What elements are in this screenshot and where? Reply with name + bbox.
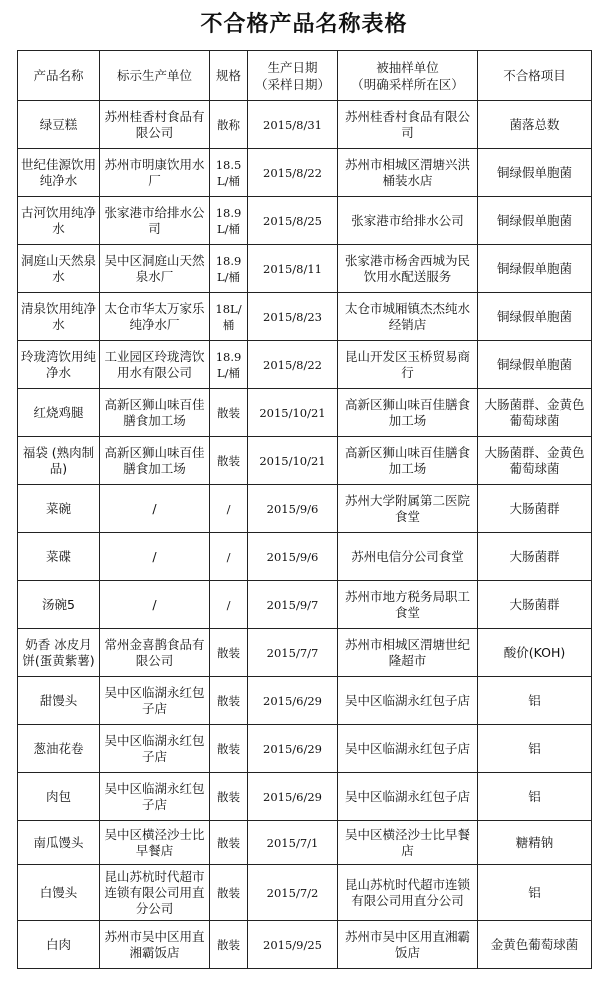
cell-nonconforming-item: 铝 [478, 677, 592, 725]
cell-producer: 吴中区临湖永红包子店 [100, 773, 210, 821]
header-spec: 规格 [210, 51, 248, 101]
cell-spec: 散装 [210, 821, 248, 865]
cell-nonconforming-item: 糖精钠 [478, 821, 592, 865]
cell-spec: 18.5 L/桶 [210, 149, 248, 197]
cell-product-name: 白肉 [18, 921, 100, 969]
cell-producer: 吴中区临湖永红包子店 [100, 677, 210, 725]
cell-product-name: 洞庭山天然泉水 [18, 245, 100, 293]
header-nonconforming-item: 不合格项目 [478, 51, 592, 101]
cell-nonconforming-item: 大肠菌群 [478, 581, 592, 629]
cell-spec: 散装 [210, 677, 248, 725]
table-row [18, 101, 592, 149]
cell-sampled-unit: 吴中区横泾沙士比早餐店 [338, 821, 478, 865]
cell-production-date: 2015/9/25 [248, 921, 338, 969]
cell-product-name: 白馒头 [18, 865, 100, 921]
table-row [18, 197, 592, 245]
cell-production-date: 2015/6/29 [248, 725, 338, 773]
cell-producer: 吴中区横泾沙士比早餐店 [100, 821, 210, 865]
cell-nonconforming-item: 大肠菌群、金黄色葡萄球菌 [478, 437, 592, 485]
cell-spec: 散装 [210, 389, 248, 437]
cell-production-date: 2015/7/7 [248, 629, 338, 677]
cell-product-name: 菜碟 [18, 533, 100, 581]
cell-nonconforming-item: 铜绿假单胞菌 [478, 149, 592, 197]
cell-production-date: 2015/7/2 [248, 865, 338, 921]
cell-product-name: 葱油花卷 [18, 725, 100, 773]
cell-producer: 太仓市华太万家乐纯净水厂 [100, 293, 210, 341]
cell-spec: 散装 [210, 773, 248, 821]
cell-product-name: 甜馒头 [18, 677, 100, 725]
cell-nonconforming-item: 菌落总数 [478, 101, 592, 149]
cell-spec: / [210, 485, 248, 533]
cell-producer: 苏州桂香村食品有限公司 [100, 101, 210, 149]
table-row [18, 921, 592, 969]
cell-nonconforming-item: 大肠菌群 [478, 533, 592, 581]
table-row [18, 725, 592, 773]
cell-nonconforming-item: 大肠菌群、金黄色葡萄球菌 [478, 389, 592, 437]
nonconforming-products-table [17, 50, 592, 969]
table-row [18, 341, 592, 389]
cell-spec: / [210, 533, 248, 581]
cell-product-name: 福袋 (熟肉制品) [18, 437, 100, 485]
cell-production-date: 2015/8/25 [248, 197, 338, 245]
table-row [18, 677, 592, 725]
cell-product-name: 古河饮用纯净水 [18, 197, 100, 245]
cell-production-date: 2015/7/1 [248, 821, 338, 865]
cell-product-name: 清泉饮用纯净水 [18, 293, 100, 341]
header-product-name: 产品名称 [18, 51, 100, 101]
cell-sampled-unit: 苏州大学附属第二医院食堂 [338, 485, 478, 533]
cell-product-name: 玲珑湾饮用纯净水 [18, 341, 100, 389]
table-row [18, 821, 592, 865]
cell-sampled-unit: 苏州电信分公司食堂 [338, 533, 478, 581]
cell-sampled-unit: 高新区狮山味百佳膳食加工场 [338, 437, 478, 485]
cell-producer: 工业园区玲珑湾饮用水有限公司 [100, 341, 210, 389]
cell-product-name: 菜碗 [18, 485, 100, 533]
page-title: 不合格产品名称表格 [200, 12, 408, 37]
cell-product-name: 南瓜馒头 [18, 821, 100, 865]
cell-production-date: 2015/8/11 [248, 245, 338, 293]
cell-producer: 常州金喜鹊食品有限公司 [100, 629, 210, 677]
cell-nonconforming-item: 铜绿假单胞菌 [478, 341, 592, 389]
cell-sampled-unit: 太仓市城厢镇杰杰纯水经销店 [338, 293, 478, 341]
header-date-line2: （采样日期） [254, 76, 330, 92]
table-body [18, 101, 592, 969]
cell-producer: 吴中区洞庭山天然泉水厂 [100, 245, 210, 293]
cell-product-name: 世纪佳源饮用纯净水 [18, 149, 100, 197]
cell-production-date: 2015/10/21 [248, 437, 338, 485]
cell-nonconforming-item: 铝 [478, 725, 592, 773]
cell-spec: 18.9 L/桶 [210, 197, 248, 245]
cell-nonconforming-item: 铜绿假单胞菌 [478, 197, 592, 245]
cell-production-date: 2015/10/21 [248, 389, 338, 437]
cell-producer: 吴中区临湖永红包子店 [100, 725, 210, 773]
header-date-line1: 生产日期 [267, 59, 318, 75]
cell-production-date: 2015/6/29 [248, 773, 338, 821]
cell-production-date: 2015/9/7 [248, 581, 338, 629]
cell-spec: 散装 [210, 437, 248, 485]
cell-producer: / [100, 485, 210, 533]
cell-product-name: 绿豆糕 [18, 101, 100, 149]
cell-sampled-unit: 昆山苏杭时代超市连锁有限公司用直分公司 [338, 865, 478, 921]
cell-nonconforming-item: 铜绿假单胞菌 [478, 293, 592, 341]
table-row [18, 533, 592, 581]
cell-nonconforming-item: 酸价(KOH) [478, 629, 592, 677]
header-sampled-line2: （明确采样所在区） [351, 76, 464, 92]
table-row [18, 245, 592, 293]
cell-spec: 散装 [210, 725, 248, 773]
cell-nonconforming-item: 金黄色葡萄球菌 [478, 921, 592, 969]
cell-producer: / [100, 533, 210, 581]
table-row [18, 865, 592, 921]
table-row [18, 149, 592, 197]
cell-product-name: 汤碗5 [18, 581, 100, 629]
cell-nonconforming-item: 铜绿假单胞菌 [478, 245, 592, 293]
cell-sampled-unit: 吴中区临湖永红包子店 [338, 677, 478, 725]
cell-producer: 高新区狮山味百佳膳食加工场 [100, 437, 210, 485]
cell-production-date: 2015/9/6 [248, 485, 338, 533]
cell-sampled-unit: 吴中区临湖永红包子店 [338, 725, 478, 773]
cell-production-date: 2015/6/29 [248, 677, 338, 725]
cell-spec: 散装 [210, 629, 248, 677]
cell-production-date: 2015/8/22 [248, 149, 338, 197]
cell-sampled-unit: 苏州市地方税务局职工食堂 [338, 581, 478, 629]
cell-spec: 散称 [210, 101, 248, 149]
table-header-row [18, 51, 592, 101]
cell-product-name: 奶香 冰皮月饼(蛋黄紫薯) [18, 629, 100, 677]
cell-producer: 昆山苏杭时代超市连锁有限公司用直分公司 [100, 865, 210, 921]
cell-spec: 18.9 L/桶 [210, 245, 248, 293]
cell-nonconforming-item: 铝 [478, 773, 592, 821]
table-row [18, 389, 592, 437]
cell-producer: 苏州市明康饮用水厂 [100, 149, 210, 197]
cell-sampled-unit: 苏州市相城区渭塘世纪隆超市 [338, 629, 478, 677]
cell-product-name: 肉包 [18, 773, 100, 821]
table-row [18, 629, 592, 677]
cell-spec: 18.9 L/桶 [210, 341, 248, 389]
cell-producer: 高新区狮山味百佳膳食加工场 [100, 389, 210, 437]
header-producer: 标示生产单位 [100, 51, 210, 101]
table-row [18, 485, 592, 533]
cell-producer: 张家港市给排水公司 [100, 197, 210, 245]
cell-nonconforming-item: 铝 [478, 865, 592, 921]
cell-sampled-unit: 苏州桂香村食品有限公司 [338, 101, 478, 149]
cell-sampled-unit: 苏州市吴中区用直湘霸饭店 [338, 921, 478, 969]
table-row [18, 581, 592, 629]
cell-sampled-unit: 高新区狮山味百佳膳食加工场 [338, 389, 478, 437]
cell-producer: / [100, 581, 210, 629]
table-row [18, 437, 592, 485]
cell-spec: 散装 [210, 921, 248, 969]
cell-sampled-unit: 张家港市给排水公司 [338, 197, 478, 245]
header-production-date [248, 51, 338, 101]
header-sampled-line1: 被抽样单位 [376, 59, 439, 75]
cell-product-name: 红烧鸡腿 [18, 389, 100, 437]
cell-spec: 散装 [210, 865, 248, 921]
cell-sampled-unit: 张家港市杨舍西城为民饮用水配送服务 [338, 245, 478, 293]
header-sampled-unit [338, 51, 478, 101]
cell-spec: 18L/桶 [210, 293, 248, 341]
cell-production-date: 2015/8/22 [248, 341, 338, 389]
cell-sampled-unit: 苏州市相城区渭塘兴洪桶装水店 [338, 149, 478, 197]
table-row [18, 293, 592, 341]
cell-production-date: 2015/8/31 [248, 101, 338, 149]
table-row [18, 773, 592, 821]
cell-production-date: 2015/9/6 [248, 533, 338, 581]
cell-producer: 苏州市吴中区用直湘霸饭店 [100, 921, 210, 969]
cell-spec: / [210, 581, 248, 629]
cell-production-date: 2015/8/23 [248, 293, 338, 341]
cell-nonconforming-item: 大肠菌群 [478, 485, 592, 533]
cell-sampled-unit: 昆山开发区玉桥贸易商行 [338, 341, 478, 389]
cell-sampled-unit: 吴中区临湖永红包子店 [338, 773, 478, 821]
